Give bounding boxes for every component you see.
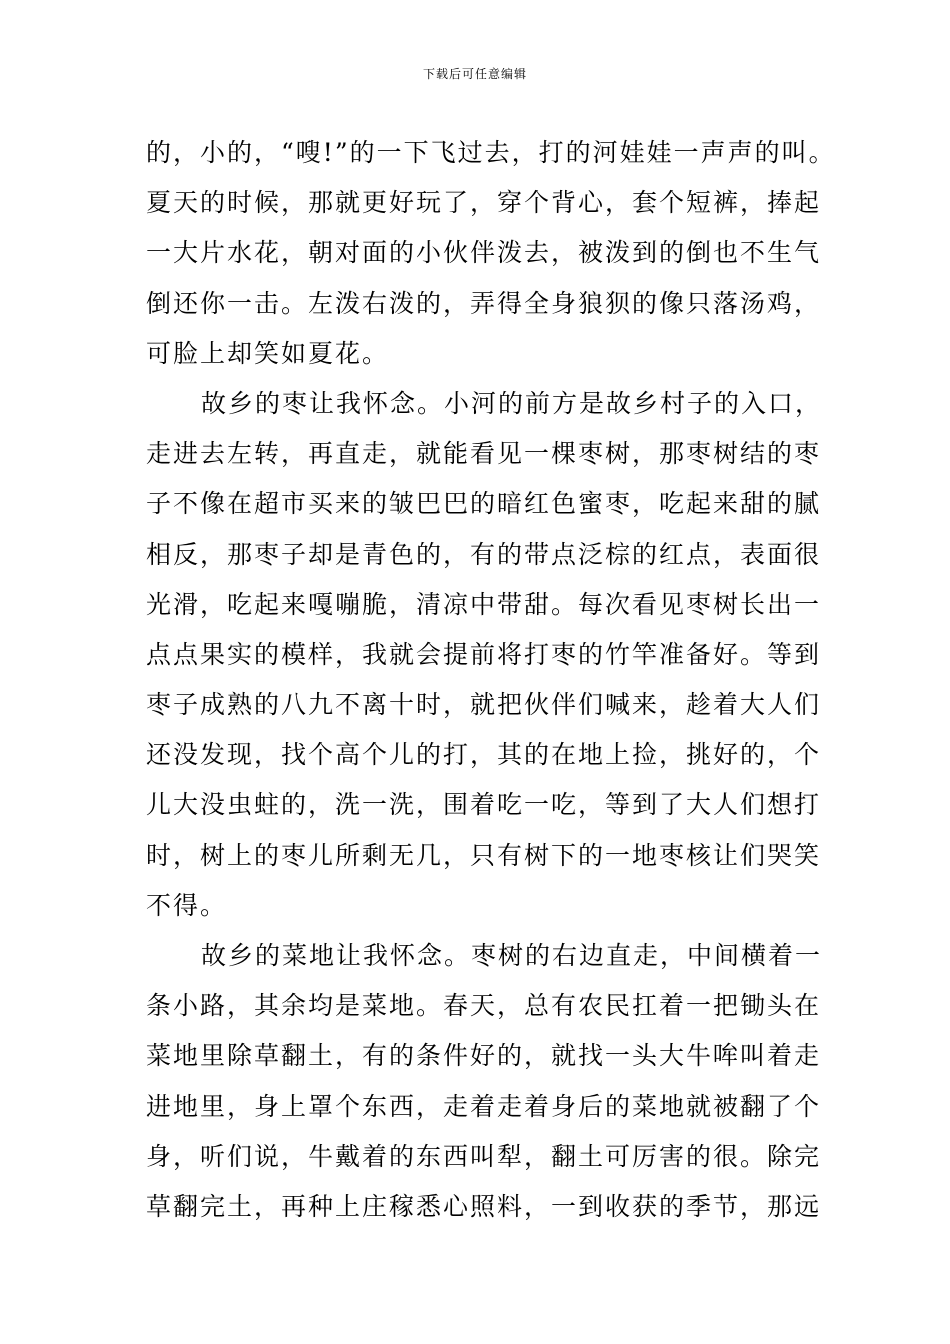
text-line: 倒还你一击。左泼右泼的，弄得全身狼狈的像只落汤鸡， — [146, 288, 822, 318]
text-line: 走进去左转，再直走，就能看见一棵枣树，那枣树结的枣 — [146, 439, 822, 469]
text-line: 相反，那枣子却是青色的，有的带点泛棕的红点，表面很 — [146, 539, 822, 569]
text-line: 时，树上的枣儿所剩无几，只有树下的一地枣核让们哭笑 — [146, 840, 822, 870]
text-line: 一大片水花，朝对面的小伙伴泼去，被泼到的倒也不生气 — [146, 238, 822, 268]
text-line: 身，听们说，牛戴着的东西叫犁，翻土可厉害的很。除完 — [146, 1141, 822, 1171]
text-line: 子不像在超市买来的皱巴巴的暗红色蜜枣，吃起来甜的腻 — [146, 489, 822, 519]
text-line: 不得。 — [146, 890, 228, 920]
text-line: 菜地里除草翻土，有的条件好的，就找一头大牛哞叫着走 — [146, 1041, 822, 1071]
text-line: 夏天的时候，那就更好玩了，穿个背心，套个短裤，捧起 — [146, 188, 822, 218]
text-line: 枣子成熟的八九不离十时，就把伙伴们喊来，趁着大人们 — [146, 690, 822, 720]
text-line: 可脸上却笑如夏花。 — [146, 338, 390, 368]
text-line: 进地里，身上罩个东西，走着走着身后的菜地就被翻了个 — [146, 1091, 822, 1121]
paragraph-start-line: 故乡的枣让我怀念。小河的前方是故乡村子的入口， — [201, 388, 823, 418]
text-line: 儿大没虫蛀的，洗一洗，围着吃一吃，等到了大人们想打 — [146, 790, 822, 820]
text-line: 条小路，其余均是菜地。春天，总有农民扛着一把锄头在 — [146, 991, 822, 1021]
text-line: 光滑，吃起来嘎嘣脆，清凉中带甜。每次看见枣树长出一 — [146, 589, 822, 619]
text-line: 草翻完土，再种上庄稼悉心照料，一到收获的季节，那远 — [146, 1191, 822, 1221]
text-line: 点点果实的模样，我就会提前将打枣的竹竿准备好。等到 — [146, 639, 822, 669]
text-line: 的，小的，“嗖!”的一下飞过去，打的河娃娃一声声的叫。 — [146, 138, 836, 167]
paragraph-start-line: 故乡的菜地让我怀念。枣树的右边直走，中间横着一 — [201, 941, 823, 970]
text-line: 还没发现，找个高个儿的打，其的在地上捡，挑好的，个 — [146, 740, 822, 770]
page-header: 下载后可任意编辑 — [422, 67, 527, 81]
article-body — [146, 128, 836, 1232]
